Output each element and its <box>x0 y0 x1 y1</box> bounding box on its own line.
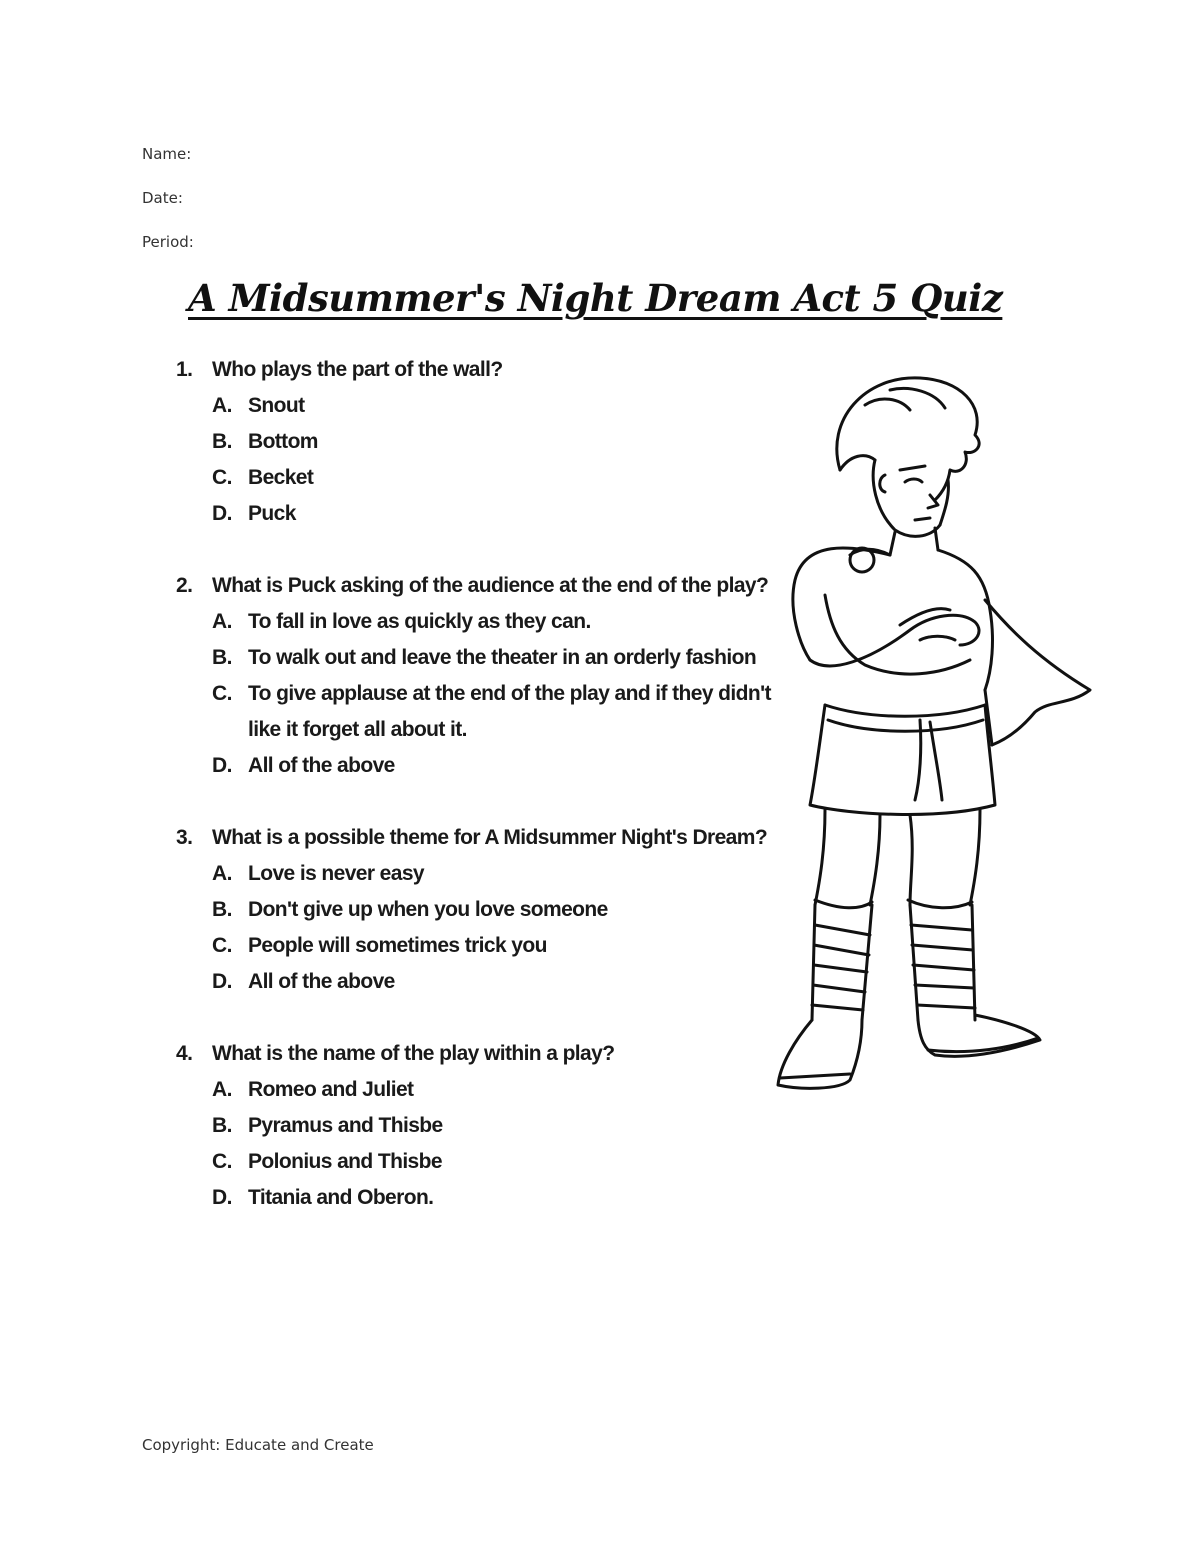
option-letter: C. <box>212 1150 232 1173</box>
option-letter: D. <box>212 1186 232 1209</box>
question-number: 1. <box>176 358 193 381</box>
question-1 <box>176 352 786 532</box>
option-letter: C. <box>212 934 232 957</box>
answer-option <box>212 964 786 1000</box>
option-letter: D. <box>212 970 232 993</box>
copyright-notice: Copyright: Educate and Create <box>142 1436 374 1454</box>
answer-option <box>212 676 786 748</box>
option-text: Love is never easy <box>248 862 424 885</box>
option-letter: B. <box>212 898 232 921</box>
answer-option <box>212 604 786 640</box>
quiz-title: A Midsummer's Night Dream Act 5 Quiz <box>188 276 1003 320</box>
question-4 <box>176 1036 786 1216</box>
option-text: Don't give up when you love someone <box>248 898 608 921</box>
answer-option <box>212 388 786 424</box>
question-text: Who plays the part of the wall? <box>212 358 503 381</box>
answer-option <box>212 1072 786 1108</box>
option-text: To give applause at the end of the play and if they didn't like it forget all about it. <box>248 682 771 741</box>
option-letter: C. <box>212 682 232 705</box>
student-fields <box>142 142 194 274</box>
answer-option <box>212 1180 786 1216</box>
answer-options <box>212 1072 786 1216</box>
answer-option <box>212 856 786 892</box>
greek-youth-figure-icon <box>770 360 1110 1110</box>
question-text: What is Puck asking of the audience at the end of the play? <box>212 574 769 597</box>
option-letter: C. <box>212 466 232 489</box>
question-number: 3. <box>176 826 193 849</box>
option-letter: D. <box>212 754 232 777</box>
answer-option <box>212 460 786 496</box>
option-letter: A. <box>212 394 232 417</box>
option-text: Titania and Oberon. <box>248 1186 434 1209</box>
option-text: To fall in love as quickly as they can. <box>248 610 591 633</box>
option-text: Snout <box>248 394 305 417</box>
option-text: People will sometimes trick you <box>248 934 547 957</box>
question-text: What is a possible theme for A Midsummer Night's Dream? <box>212 826 768 849</box>
option-letter: B. <box>212 1114 232 1137</box>
answer-option <box>212 892 786 928</box>
answer-option <box>212 424 786 460</box>
option-letter: D. <box>212 502 232 525</box>
answer-option <box>212 1108 786 1144</box>
answer-options <box>212 388 786 532</box>
question-number: 4. <box>176 1042 193 1065</box>
answer-option <box>212 1144 786 1180</box>
answer-options <box>212 856 786 1000</box>
option-text: Romeo and Juliet <box>248 1078 414 1101</box>
answer-option <box>212 928 786 964</box>
option-letter: B. <box>212 646 232 669</box>
option-text: Puck <box>248 502 296 525</box>
date-label: Date: <box>142 189 183 207</box>
question-list <box>176 352 786 1252</box>
question-3 <box>176 820 786 1000</box>
option-text: To walk out and leave the theater in an orderly fashion <box>248 646 757 669</box>
question-number: 2. <box>176 574 193 597</box>
option-letter: A. <box>212 1078 232 1101</box>
answer-option <box>212 748 786 784</box>
question-2 <box>176 568 786 784</box>
option-text: Bottom <box>248 430 318 453</box>
period-label: Period: <box>142 233 194 251</box>
answer-options <box>212 604 786 784</box>
option-letter: A. <box>212 610 232 633</box>
option-text: Pyramus and Thisbe <box>248 1114 443 1137</box>
option-text: Becket <box>248 466 314 489</box>
answer-option <box>212 640 786 676</box>
question-text: What is the name of the play within a play? <box>212 1042 615 1065</box>
name-label: Name: <box>142 145 192 163</box>
option-letter: A. <box>212 862 232 885</box>
option-letter: B. <box>212 430 232 453</box>
option-text: All of the above <box>248 754 395 777</box>
option-text: Polonius and Thisbe <box>248 1150 442 1173</box>
answer-option <box>212 496 786 532</box>
option-text: All of the above <box>248 970 395 993</box>
